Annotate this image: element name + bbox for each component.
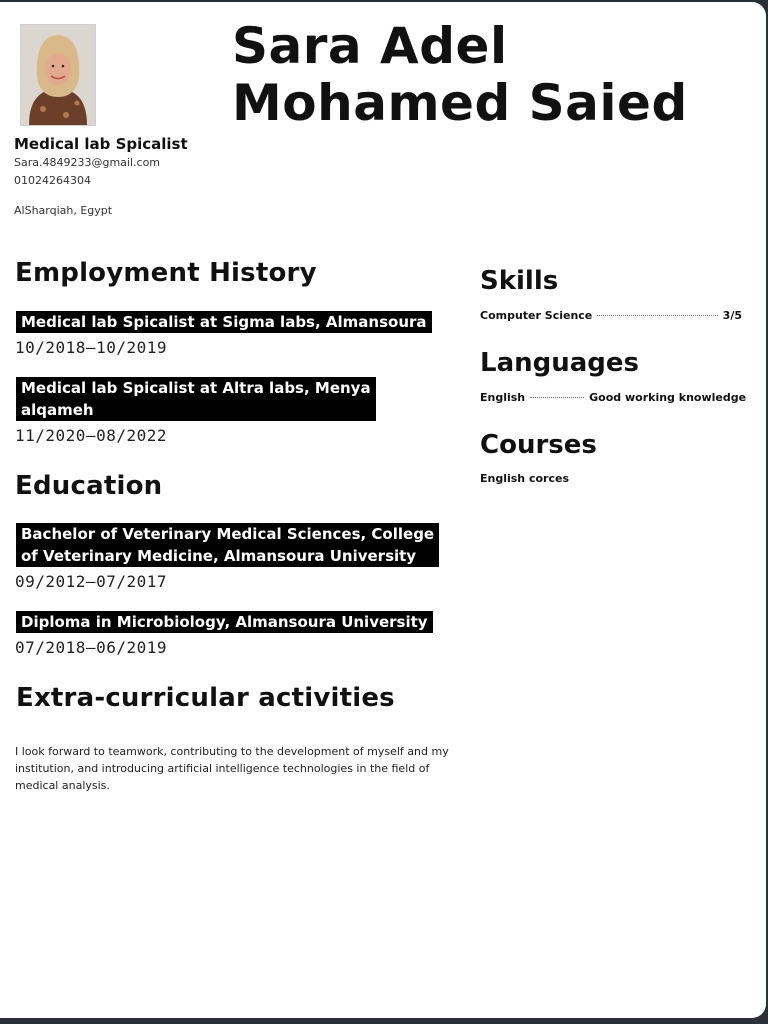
profile-photo-image — [21, 25, 95, 125]
profile-photo — [20, 24, 96, 126]
language-name: English — [480, 391, 526, 404]
skill-row — [480, 309, 742, 322]
education-heading: Education — [15, 471, 163, 501]
employment-item-title: Medical lab Spicalist at Altra labs, Menya alqameh — [16, 377, 376, 421]
location-text: AlSharqiah, Egypt — [14, 204, 113, 217]
employment-heading: Employment History — [15, 258, 317, 288]
courses-heading: Courses — [480, 430, 597, 460]
education-item-dates: 09/2012—07/2017 — [15, 572, 167, 591]
full-name-line-2: Mohamed Saied — [232, 74, 688, 132]
extracurricular-text: I look forward to teamwork, contributing to the development of myself and my institution, and introducing artificial intelligence technologies in the field of medical analysis. — [15, 745, 449, 792]
email-text: Sara.4849233@gmail.com — [14, 156, 161, 169]
resume-page — [0, 2, 766, 1018]
full-name-line-1: Sara Adel — [232, 17, 508, 75]
extracurricular-heading: Extra-curricular activities — [16, 683, 395, 713]
education-item-title: Diploma in Microbiology, Almansoura University — [16, 611, 433, 633]
dot-leader — [530, 397, 584, 398]
course-item: English corces — [480, 472, 569, 485]
employment-item-title: Medical lab Spicalist at Sigma labs, Almansoura — [16, 311, 432, 333]
job-title: Medical lab Spicalist — [14, 135, 188, 153]
skill-level: 3/5 — [722, 309, 742, 322]
skills-heading: Skills — [480, 266, 559, 296]
education-item-dates: 07/2018—06/2019 — [15, 638, 167, 657]
languages-heading: Languages — [480, 348, 640, 378]
skill-name: Computer Science — [480, 309, 593, 322]
education-item-title: Bachelor of Veterinary Medical Sciences, College of Veterinary Medicine, Almansoura University — [16, 523, 439, 567]
dot-leader — [597, 315, 717, 316]
employment-item-dates: 10/2018—10/2019 — [15, 338, 167, 357]
language-row — [480, 391, 747, 404]
language-level: Good working knowledge — [589, 391, 747, 404]
full-name — [232, 18, 688, 132]
employment-item-dates: 11/2020—08/2022 — [15, 426, 167, 445]
phone-text: 01024264304 — [14, 174, 91, 187]
